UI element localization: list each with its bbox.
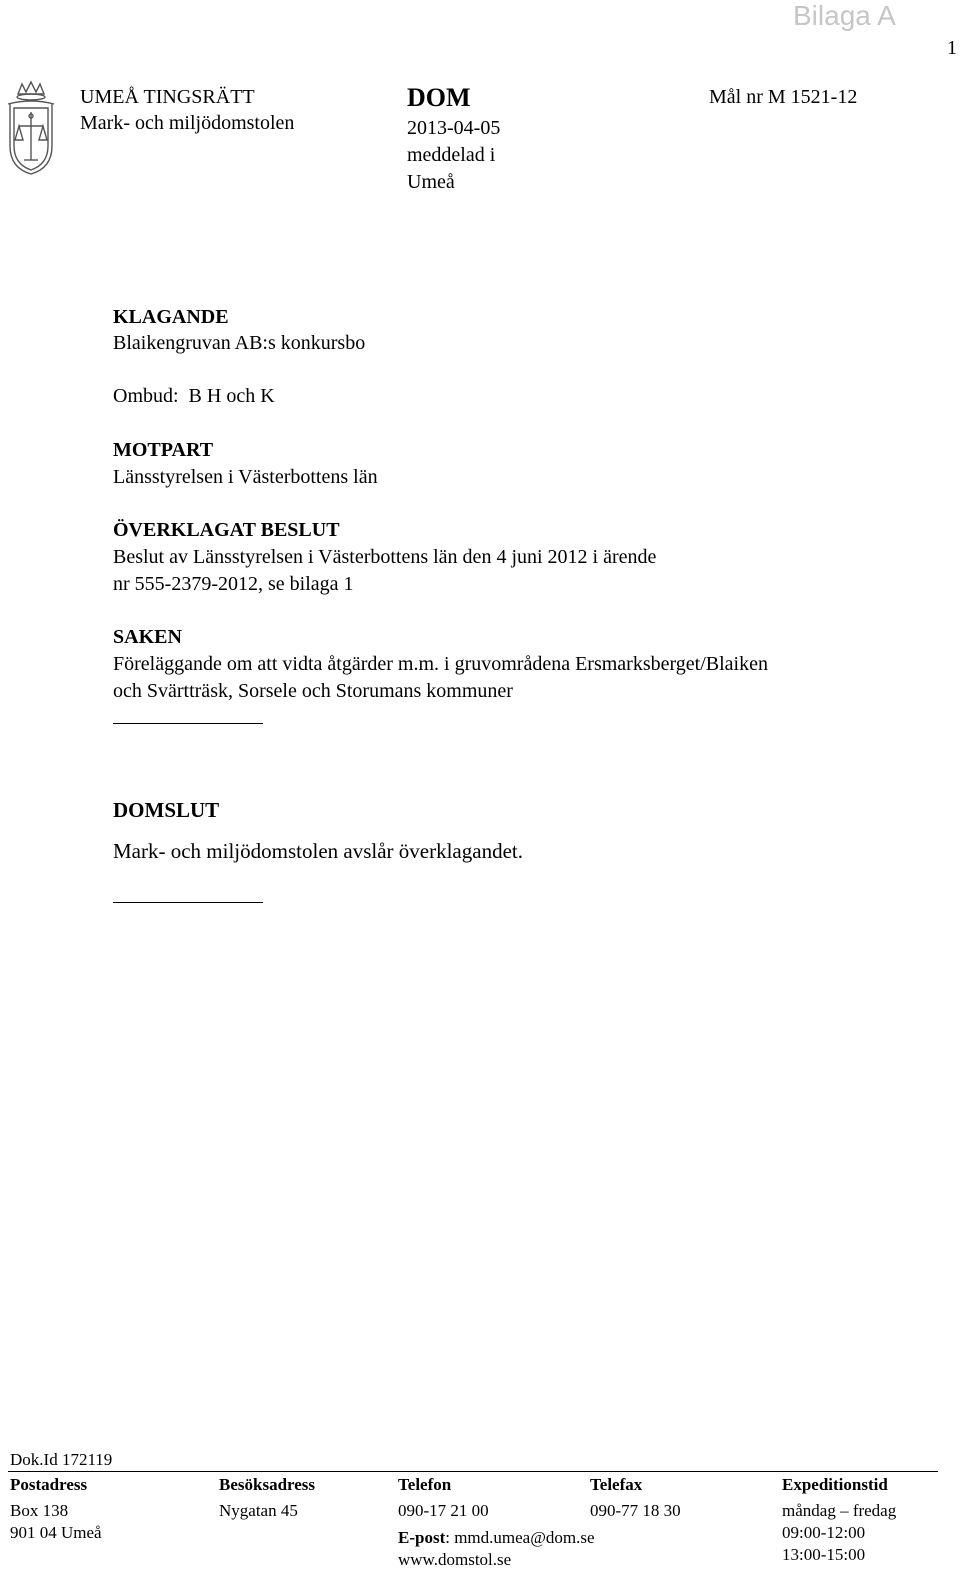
- beslut-line1: Beslut av Länsstyrelsen i Västerbottens län den 4 juni 2012 i ärende: [113, 546, 657, 568]
- footer-header-besoksadress: Besöksadress: [219, 1475, 316, 1494]
- section-divider: [113, 902, 263, 903]
- footer-header-telefax: Telefax: [590, 1475, 643, 1494]
- klagande-ombud: Ombud: B H och K: [113, 385, 275, 407]
- doc-id: Dok.Id 172119: [10, 1450, 113, 1469]
- saken-heading: SAKEN: [113, 626, 182, 648]
- footer-postadress-line2: 901 04 Umeå: [10, 1523, 102, 1542]
- footer-header-telefon: Telefon: [398, 1475, 452, 1494]
- document-place-line2: Umeå: [407, 171, 455, 193]
- footer-rule: [8, 1471, 938, 1472]
- footer-header-expeditionstid: Expeditionstid: [782, 1475, 888, 1494]
- footer-besoksadress: Nygatan 45: [219, 1501, 298, 1520]
- footer-email-label: E-post: [398, 1528, 446, 1547]
- saken-line2: och Svärtträsk, Sorsele och Storumans kommuner: [113, 680, 513, 702]
- section-divider: [113, 723, 263, 724]
- document-type: DOM: [407, 83, 471, 112]
- beslut-heading: ÖVERKLAGAT BESLUT: [113, 519, 340, 541]
- court-name: UMEÅ TINGSRÄTT: [80, 86, 255, 108]
- coat-of-arms-logo: [4, 80, 58, 176]
- footer-expeditionstid-afternoon: 13:00-15:00: [782, 1545, 866, 1564]
- footer-expeditionstid-morning: 09:00-12:00: [782, 1523, 866, 1542]
- motpart-name: Länsstyrelsen i Västerbottens län: [113, 466, 378, 488]
- case-number: Mål nr M 1521-12: [709, 86, 858, 108]
- footer-telefon: 090-17 21 00: [398, 1501, 489, 1520]
- klagande-name: Blaikengruvan AB:s konkursbo: [113, 332, 366, 354]
- document-place-line1: meddelad i: [407, 144, 496, 166]
- footer-email[interactable]: [398, 1527, 595, 1549]
- footer-postadress-line1: Box 138: [10, 1501, 69, 1520]
- watermark: Bilaga A: [793, 0, 896, 31]
- footer-telefax: 090-77 18 30: [590, 1501, 681, 1520]
- beslut-line2: nr 555-2379-2012, se bilaga 1: [113, 573, 354, 595]
- footer-email-value[interactable]: : mmd.umea@dom.se: [445, 1528, 595, 1547]
- motpart-heading: MOTPART: [113, 439, 214, 461]
- footer-header-postadress: Postadress: [10, 1475, 88, 1494]
- saken-line1: Föreläggande om att vidta åtgärder m.m. i gruvområdena Ersmarksberget/Blaiken: [113, 653, 768, 675]
- footer-expeditionstid-days: måndag – fredag: [782, 1501, 897, 1520]
- domslut-text: Mark- och miljödomstolen avslår överklagandet.: [113, 839, 523, 863]
- footer-website[interactable]: www.domstol.se: [398, 1550, 512, 1569]
- domslut-heading: DOMSLUT: [113, 798, 220, 822]
- court-division: Mark- och miljödomstolen: [80, 112, 295, 134]
- document-date: 2013-04-05: [407, 117, 501, 139]
- klagande-heading: KLAGANDE: [113, 306, 229, 328]
- page-number: 1: [947, 37, 957, 59]
